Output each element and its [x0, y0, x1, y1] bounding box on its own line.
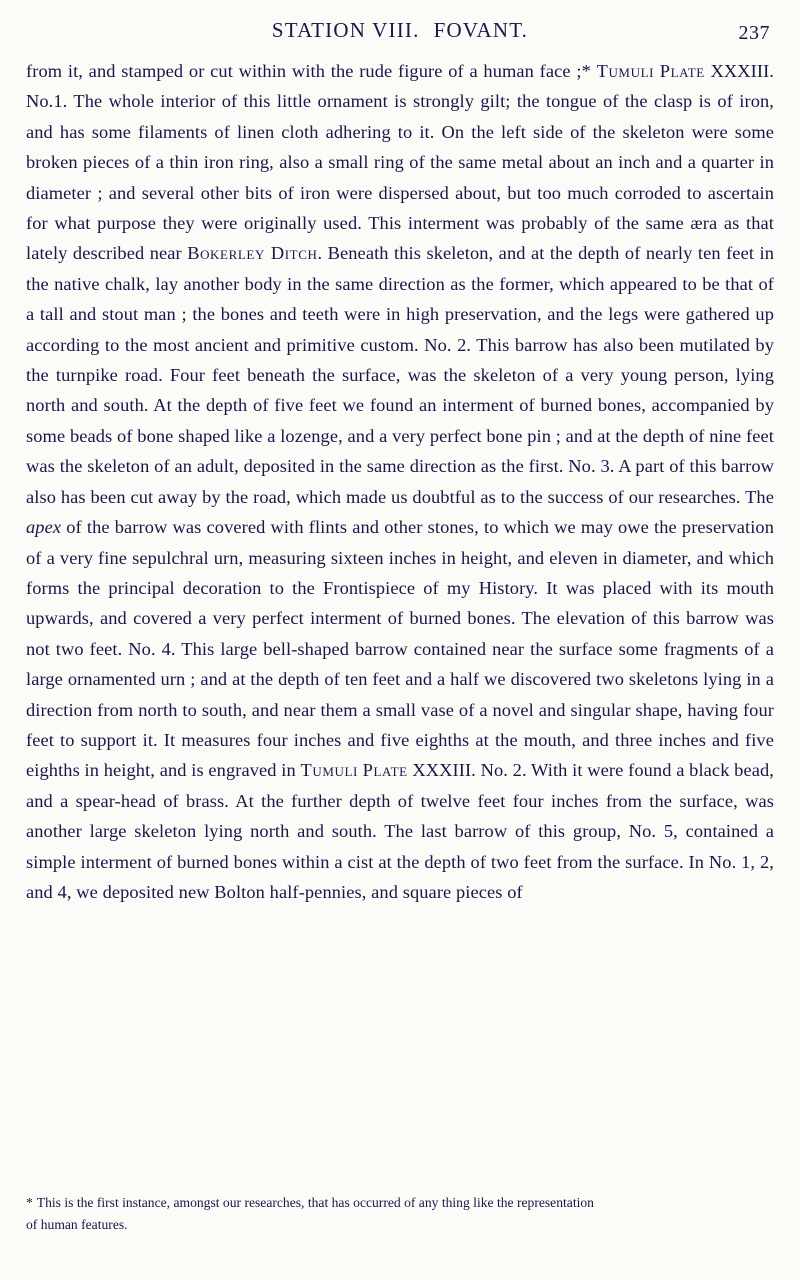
- running-head-station: STATION VIII.: [271, 18, 420, 42]
- page-header: [26, 18, 774, 52]
- footnote: [26, 1192, 774, 1236]
- small-caps-text: Tumuli: [596, 61, 655, 81]
- footnote-line-2: of human features.: [26, 1217, 128, 1232]
- running-head: [272, 18, 528, 43]
- main-paragraph: from it, and stamped or cut within with the rude figure of a human face ;* Tumuli Plate XXXIII. No.1. The whole interior of this little ornament is strongly gilt; the tongue of the clasp is of iron, and has some filaments of linen cloth adhering to it. On the left side of the skeleton were some broken pieces of a thin iron ring, also a small ring of the same metal about an inch and a quarter in diameter ; and several other bits of iron were dispersed about, but too much corroded to ascertain for what purpose they were originally used. This interment was probably of the same æra as that lately described near Bokerley Ditch. Beneath this skeleton, and at the depth of nearly ten feet in the native chalk, lay another body in the same direction as the former, which appeared to be that of a tall and stout man ; the bones and teeth were in high preservation, and the legs were gathered up according to the most ancient and primitive custom. No. 2. This barrow has also been mutilated by the turnpike road. Four feet beneath the surface, was the skeleton of a very young person, lying north and south. At the depth of five feet we found an interment of burned bones, accompanied by some beads of bone shaped like a lozenge, and a very perfect bone pin ; and at the depth of nine feet was the skeleton of an adult, deposited in the same direction as the first. No. 3. A part of this barrow also has been cut away by the road, which made us doubtful as to the success of our researches. The apex of the barrow was covered with flints and other stones, to which we may owe the preservation of a very fine sepulchral urn, measuring sixteen inches in height, and eleven in diameter, and which forms the principal decoration to the Frontispiece of my History. It was placed with its mouth upwards, and covered a very perfect interment of burned bones. The elevation of this barrow was not two feet. No. 4. This large bell-shaped barrow contained near the surface some fragments of a large ornamented urn ; and at the depth of ten feet and a half we discovered two skeletons lying in a direction from north to south, and near them a small vase of a novel and singular shape, having four feet to support it. It measures four inches and five eighths at the mouth, and three inches and five eighths in height, and is engraved in Tumuli Plate XXXIII. No. 2. With it were found a black bead, and a spear-head of brass. At the further depth of twelve feet four inches from the surface, was another large skeleton lying north and south. The last barrow of this group, No. 5, contained a simple interment of burned bones within a cist at the depth of two feet from the surface. In No. 1, 2, and 4, we deposited new Bolton half-pennies, and square pieces of: [26, 61, 775, 902]
- small-caps-text: Tumuli: [300, 760, 358, 781]
- footnote-line-1: This is the first instance, amongst our researches, that has occurred of any thing like the representation: [36, 1195, 594, 1210]
- small-caps-text: Plate: [659, 61, 705, 81]
- italic-text: apex: [26, 517, 62, 538]
- page-number: 237: [738, 22, 770, 44]
- running-head-place: FOVANT.: [433, 18, 529, 42]
- small-caps-text: Bokerley Ditch: [187, 243, 318, 264]
- body-text: [26, 56, 774, 907]
- small-caps-text: Plate: [362, 760, 408, 781]
- footnote-marker: *: [26, 1195, 33, 1210]
